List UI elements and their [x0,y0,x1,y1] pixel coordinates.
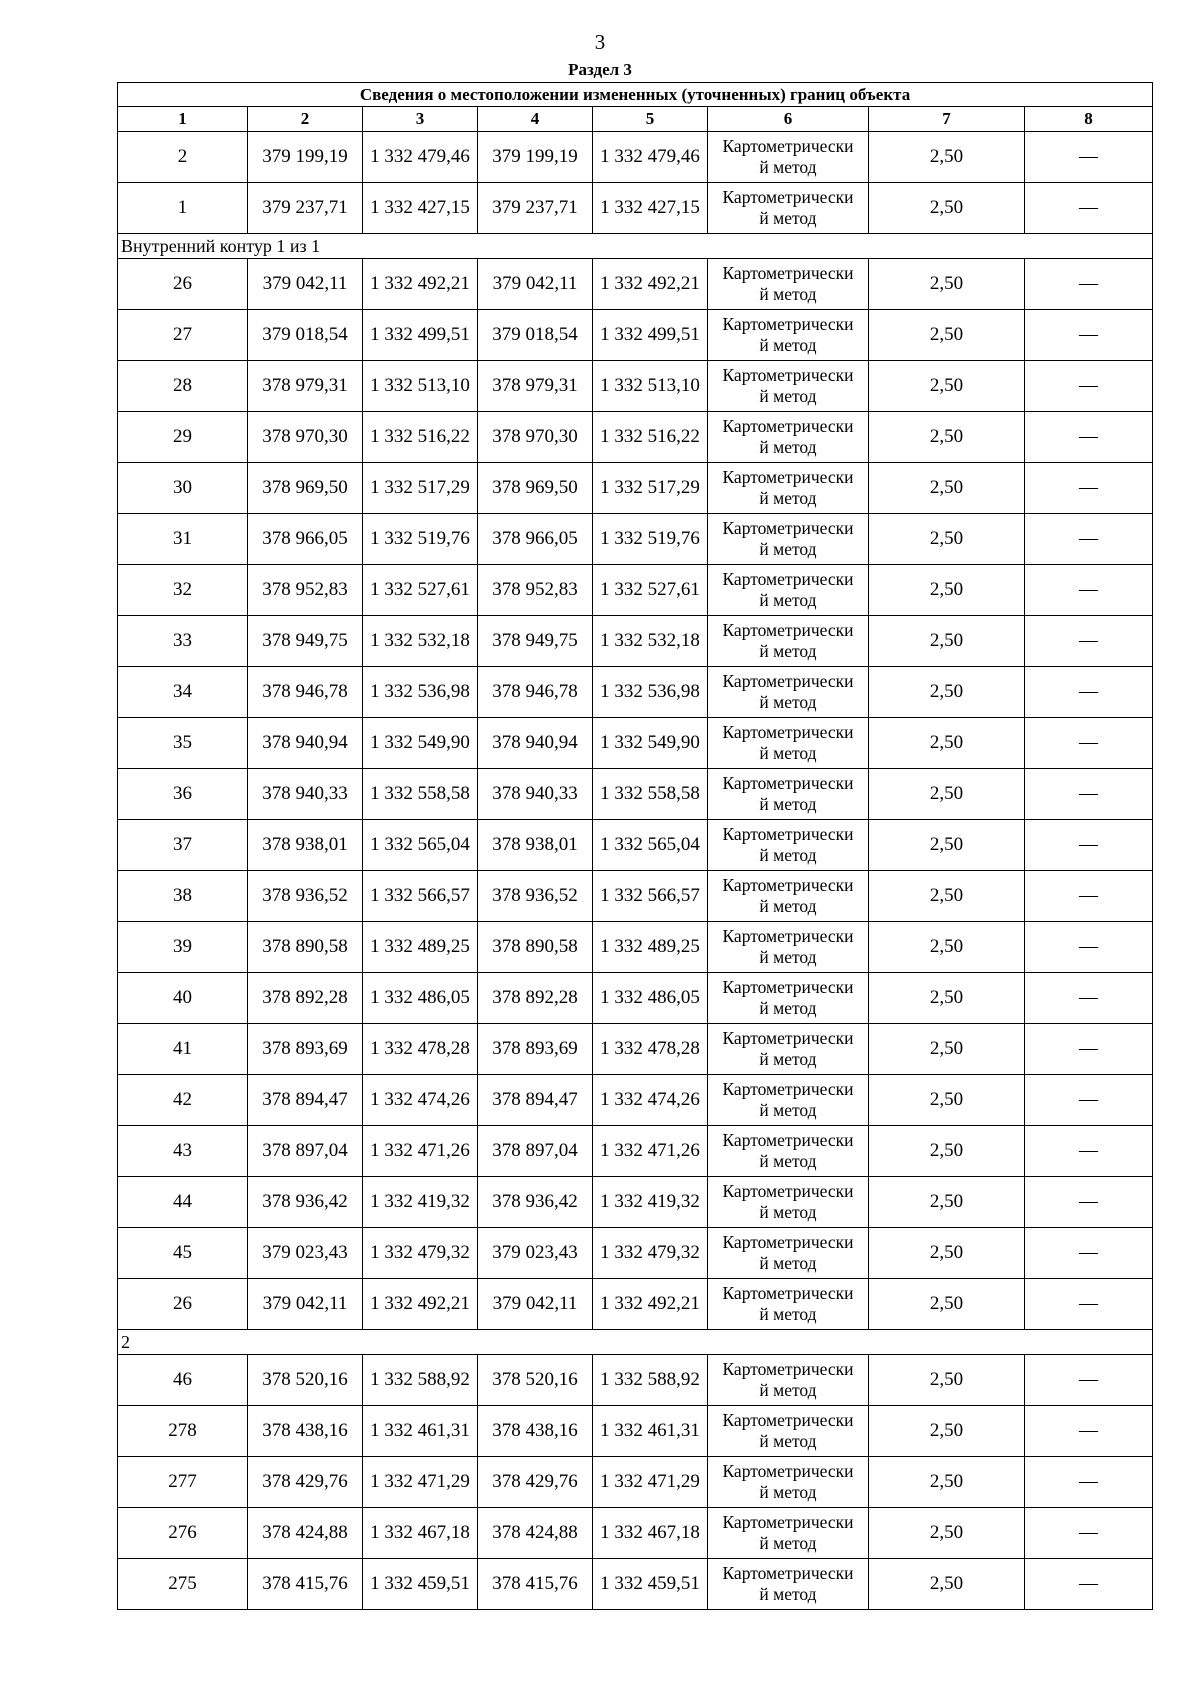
cell-col-6: Картометрически й метод [708,1508,869,1559]
cell-col-7: 2,50 [869,871,1025,922]
cell-col-8: — [1025,667,1153,718]
cell-col-5: 1 332 519,76 [593,514,708,565]
cell-col-6: Картометрически й метод [708,1559,869,1610]
cell-col-4: 378 946,78 [478,667,593,718]
cell-col-1: 36 [118,769,248,820]
boundary-coordinates-table [117,82,1153,1610]
cell-col-1: 278 [118,1406,248,1457]
column-header-4: 4 [478,107,593,132]
cell-col-6: Картометрически й метод [708,871,869,922]
cell-col-8: — [1025,922,1153,973]
cell-col-3: 1 332 478,28 [363,1024,478,1075]
cell-col-8: — [1025,412,1153,463]
column-header-row [118,107,1153,132]
cell-col-1: 276 [118,1508,248,1559]
table-row [118,973,1153,1024]
cell-col-4: 379 199,19 [478,132,593,183]
cell-col-7: 2,50 [869,1075,1025,1126]
cell-col-6: Картометрически й метод [708,1075,869,1126]
cell-col-6: Картометрически й метод [708,361,869,412]
contour-label: Внутренний контур 1 из 1 [118,234,1153,259]
cell-col-7: 2,50 [869,463,1025,514]
cell-col-3: 1 332 474,26 [363,1075,478,1126]
column-header-1: 1 [118,107,248,132]
cell-col-1: 277 [118,1457,248,1508]
cell-col-1: 43 [118,1126,248,1177]
cell-col-1: 31 [118,514,248,565]
cell-col-1: 275 [118,1559,248,1610]
cell-col-4: 379 042,11 [478,1279,593,1330]
cell-col-2: 378 520,16 [248,1355,363,1406]
cell-col-3: 1 332 588,92 [363,1355,478,1406]
cell-col-3: 1 332 479,32 [363,1228,478,1279]
cell-col-8: — [1025,132,1153,183]
cell-col-7: 2,50 [869,820,1025,871]
cell-col-6: Картометрически й метод [708,1126,869,1177]
table-row [118,1075,1153,1126]
cell-col-1: 35 [118,718,248,769]
cell-col-8: — [1025,514,1153,565]
cell-col-1: 45 [118,1228,248,1279]
cell-col-7: 2,50 [869,973,1025,1024]
cell-col-7: 2,50 [869,514,1025,565]
cell-col-2: 378 890,58 [248,922,363,973]
cell-col-2: 378 969,50 [248,463,363,514]
cell-col-2: 378 949,75 [248,616,363,667]
cell-col-7: 2,50 [869,769,1025,820]
cell-col-3: 1 332 536,98 [363,667,478,718]
cell-col-8: — [1025,718,1153,769]
table-row [118,1228,1153,1279]
cell-col-1: 32 [118,565,248,616]
cell-col-3: 1 332 419,32 [363,1177,478,1228]
cell-col-7: 2,50 [869,922,1025,973]
table-row [118,1024,1153,1075]
cell-col-2: 378 979,31 [248,361,363,412]
cell-col-7: 2,50 [869,132,1025,183]
cell-col-6: Картометрически й метод [708,132,869,183]
cell-col-2: 378 940,33 [248,769,363,820]
cell-col-5: 1 332 565,04 [593,820,708,871]
cell-col-6: Картометрически й метод [708,1228,869,1279]
cell-col-4: 378 970,30 [478,412,593,463]
cell-col-6: Картометрически й метод [708,769,869,820]
cell-col-7: 2,50 [869,412,1025,463]
cell-col-7: 2,50 [869,361,1025,412]
table-row [118,310,1153,361]
cell-col-1: 39 [118,922,248,973]
cell-col-5: 1 332 499,51 [593,310,708,361]
table-row [118,361,1153,412]
cell-col-4: 378 979,31 [478,361,593,412]
table-row [118,1406,1153,1457]
column-header-6: 6 [708,107,869,132]
cell-col-2: 378 415,76 [248,1559,363,1610]
table-row [118,1355,1153,1406]
cell-col-4: 378 952,83 [478,565,593,616]
cell-col-4: 378 969,50 [478,463,593,514]
table-row [118,820,1153,871]
cell-col-5: 1 332 536,98 [593,667,708,718]
cell-col-5: 1 332 427,15 [593,183,708,234]
table-row [118,769,1153,820]
section-title: Раздел 3 [568,60,632,79]
cell-col-4: 379 237,71 [478,183,593,234]
cell-col-1: 40 [118,973,248,1024]
table-row [118,412,1153,463]
column-header-3: 3 [363,107,478,132]
cell-col-8: — [1025,463,1153,514]
cell-col-4: 378 520,16 [478,1355,593,1406]
cell-col-4: 378 892,28 [478,973,593,1024]
cell-col-4: 378 940,33 [478,769,593,820]
cell-col-6: Картометрически й метод [708,667,869,718]
cell-col-4: 378 897,04 [478,1126,593,1177]
cell-col-8: — [1025,820,1153,871]
cell-col-7: 2,50 [869,310,1025,361]
cell-col-8: — [1025,1355,1153,1406]
cell-col-2: 378 894,47 [248,1075,363,1126]
cell-col-6: Картометрически й метод [708,514,869,565]
cell-col-7: 2,50 [869,1355,1025,1406]
cell-col-7: 2,50 [869,1508,1025,1559]
cell-col-8: — [1025,1559,1153,1610]
cell-col-7: 2,50 [869,1177,1025,1228]
cell-col-5: 1 332 566,57 [593,871,708,922]
cell-col-5: 1 332 479,46 [593,132,708,183]
cell-col-8: — [1025,183,1153,234]
cell-col-3: 1 332 486,05 [363,973,478,1024]
cell-col-4: 378 890,58 [478,922,593,973]
cell-col-1: 42 [118,1075,248,1126]
cell-col-4: 378 936,42 [478,1177,593,1228]
cell-col-6: Картометрически й метод [708,616,869,667]
contour-section-row [118,234,1153,259]
cell-col-3: 1 332 517,29 [363,463,478,514]
cell-col-3: 1 332 492,21 [363,1279,478,1330]
cell-col-5: 1 332 516,22 [593,412,708,463]
cell-col-2: 379 023,43 [248,1228,363,1279]
cell-col-4: 379 018,54 [478,310,593,361]
cell-col-4: 378 438,16 [478,1406,593,1457]
cell-col-8: — [1025,1024,1153,1075]
cell-col-5: 1 332 513,10 [593,361,708,412]
cell-col-5: 1 332 517,29 [593,463,708,514]
cell-col-1: 41 [118,1024,248,1075]
cell-col-8: — [1025,361,1153,412]
cell-col-4: 378 938,01 [478,820,593,871]
cell-col-5: 1 332 467,18 [593,1508,708,1559]
table-title: Сведения о местоположении измененных (уточненных) границ объекта [118,83,1153,107]
cell-col-6: Картометрически й метод [708,565,869,616]
cell-col-2: 378 938,01 [248,820,363,871]
cell-col-7: 2,50 [869,1024,1025,1075]
table-row [118,183,1153,234]
cell-col-6: Картометрически й метод [708,1279,869,1330]
cell-col-2: 378 897,04 [248,1126,363,1177]
cell-col-1: 29 [118,412,248,463]
cell-col-5: 1 332 471,26 [593,1126,708,1177]
cell-col-5: 1 332 492,21 [593,1279,708,1330]
column-header-5: 5 [593,107,708,132]
cell-col-6: Картометрически й метод [708,1457,869,1508]
cell-col-3: 1 332 558,58 [363,769,478,820]
cell-col-7: 2,50 [869,1406,1025,1457]
cell-col-2: 379 018,54 [248,310,363,361]
cell-col-3: 1 332 471,29 [363,1457,478,1508]
cell-col-2: 378 429,76 [248,1457,363,1508]
cell-col-3: 1 332 513,10 [363,361,478,412]
cell-col-8: — [1025,310,1153,361]
cell-col-3: 1 332 565,04 [363,820,478,871]
cell-col-7: 2,50 [869,667,1025,718]
table-row [118,1457,1153,1508]
contour-section-row [118,1330,1153,1355]
cell-col-3: 1 332 566,57 [363,871,478,922]
cell-col-5: 1 332 478,28 [593,1024,708,1075]
cell-col-6: Картометрически й метод [708,718,869,769]
cell-col-1: 33 [118,616,248,667]
cell-col-5: 1 332 471,29 [593,1457,708,1508]
cell-col-5: 1 332 486,05 [593,973,708,1024]
table-row [118,718,1153,769]
cell-col-2: 378 946,78 [248,667,363,718]
cell-col-1: 44 [118,1177,248,1228]
cell-col-2: 378 892,28 [248,973,363,1024]
table-row [118,463,1153,514]
cell-col-5: 1 332 588,92 [593,1355,708,1406]
page-number: 3 [594,30,606,54]
cell-col-3: 1 332 532,18 [363,616,478,667]
table-row [118,616,1153,667]
table-row [118,132,1153,183]
cell-col-7: 2,50 [869,1457,1025,1508]
cell-col-4: 378 424,88 [478,1508,593,1559]
cell-col-3: 1 332 492,21 [363,259,478,310]
table-row [118,514,1153,565]
column-header-8: 8 [1025,107,1153,132]
cell-col-5: 1 332 479,32 [593,1228,708,1279]
cell-col-3: 1 332 467,18 [363,1508,478,1559]
cell-col-3: 1 332 527,61 [363,565,478,616]
cell-col-1: 30 [118,463,248,514]
cell-col-2: 378 970,30 [248,412,363,463]
cell-col-4: 378 936,52 [478,871,593,922]
table-row [118,1126,1153,1177]
cell-col-2: 378 936,52 [248,871,363,922]
cell-col-8: — [1025,871,1153,922]
cell-col-1: 2 [118,132,248,183]
cell-col-7: 2,50 [869,1279,1025,1330]
cell-col-2: 378 936,42 [248,1177,363,1228]
cell-col-2: 378 438,16 [248,1406,363,1457]
cell-col-6: Картометрически й метод [708,1406,869,1457]
cell-col-3: 1 332 427,15 [363,183,478,234]
cell-col-7: 2,50 [869,1126,1025,1177]
cell-col-8: — [1025,1279,1153,1330]
column-header-7: 7 [869,107,1025,132]
cell-col-7: 2,50 [869,565,1025,616]
cell-col-7: 2,50 [869,1228,1025,1279]
cell-col-3: 1 332 516,22 [363,412,478,463]
cell-col-2: 378 424,88 [248,1508,363,1559]
cell-col-6: Картометрически й метод [708,183,869,234]
cell-col-3: 1 332 499,51 [363,310,478,361]
cell-col-1: 34 [118,667,248,718]
cell-col-4: 379 023,43 [478,1228,593,1279]
cell-col-8: — [1025,259,1153,310]
cell-col-5: 1 332 492,21 [593,259,708,310]
cell-col-1: 37 [118,820,248,871]
cell-col-3: 1 332 471,26 [363,1126,478,1177]
cell-col-4: 378 893,69 [478,1024,593,1075]
cell-col-1: 28 [118,361,248,412]
cell-col-4: 378 940,94 [478,718,593,769]
cell-col-2: 378 940,94 [248,718,363,769]
cell-col-2: 379 237,71 [248,183,363,234]
cell-col-6: Картометрически й метод [708,922,869,973]
table-body [118,132,1153,1610]
cell-col-3: 1 332 519,76 [363,514,478,565]
cell-col-8: — [1025,1457,1153,1508]
cell-col-3: 1 332 549,90 [363,718,478,769]
cell-col-5: 1 332 489,25 [593,922,708,973]
column-header-2: 2 [248,107,363,132]
cell-col-5: 1 332 532,18 [593,616,708,667]
cell-col-5: 1 332 459,51 [593,1559,708,1610]
cell-col-8: — [1025,973,1153,1024]
table-row [118,565,1153,616]
cell-col-6: Картометрически й метод [708,820,869,871]
cell-col-6: Картометрически й метод [708,259,869,310]
table-row [118,667,1153,718]
cell-col-2: 378 966,05 [248,514,363,565]
cell-col-7: 2,50 [869,616,1025,667]
cell-col-6: Картометрически й метод [708,973,869,1024]
cell-col-1: 38 [118,871,248,922]
cell-col-4: 378 415,76 [478,1559,593,1610]
cell-col-8: — [1025,1508,1153,1559]
cell-col-7: 2,50 [869,718,1025,769]
cell-col-5: 1 332 419,32 [593,1177,708,1228]
cell-col-4: 379 042,11 [478,259,593,310]
cell-col-2: 378 893,69 [248,1024,363,1075]
cell-col-2: 379 042,11 [248,1279,363,1330]
cell-col-5: 1 332 558,58 [593,769,708,820]
cell-col-7: 2,50 [869,1559,1025,1610]
cell-col-2: 379 042,11 [248,259,363,310]
cell-col-5: 1 332 461,31 [593,1406,708,1457]
cell-col-5: 1 332 549,90 [593,718,708,769]
cell-col-1: 26 [118,1279,248,1330]
cell-col-1: 46 [118,1355,248,1406]
cell-col-4: 378 894,47 [478,1075,593,1126]
cell-col-6: Картометрически й метод [708,412,869,463]
cell-col-4: 378 429,76 [478,1457,593,1508]
cell-col-4: 378 966,05 [478,514,593,565]
cell-col-2: 379 199,19 [248,132,363,183]
cell-col-3: 1 332 461,31 [363,1406,478,1457]
cell-col-6: Картометрически й метод [708,310,869,361]
cell-col-6: Картометрически й метод [708,1024,869,1075]
table-row [118,1508,1153,1559]
cell-col-2: 378 952,83 [248,565,363,616]
cell-col-8: — [1025,1126,1153,1177]
cell-col-3: 1 332 479,46 [363,132,478,183]
cell-col-8: — [1025,769,1153,820]
cell-col-5: 1 332 474,26 [593,1075,708,1126]
table-row [118,871,1153,922]
table-row [118,1559,1153,1610]
cell-col-4: 378 949,75 [478,616,593,667]
cell-col-1: 27 [118,310,248,361]
cell-col-1: 26 [118,259,248,310]
cell-col-8: — [1025,616,1153,667]
cell-col-8: — [1025,1228,1153,1279]
cell-col-8: — [1025,1406,1153,1457]
cell-col-8: — [1025,1075,1153,1126]
table-row [118,1177,1153,1228]
cell-col-7: 2,50 [869,183,1025,234]
cell-col-6: Картометрически й метод [708,463,869,514]
table-row [118,259,1153,310]
cell-col-6: Картометрически й метод [708,1177,869,1228]
cell-col-7: 2,50 [869,259,1025,310]
cell-col-1: 1 [118,183,248,234]
cell-col-5: 1 332 527,61 [593,565,708,616]
cell-col-8: — [1025,565,1153,616]
cell-col-3: 1 332 459,51 [363,1559,478,1610]
table-row [118,922,1153,973]
cell-col-8: — [1025,1177,1153,1228]
cell-col-3: 1 332 489,25 [363,922,478,973]
table-row [118,1279,1153,1330]
contour-label: 2 [118,1330,1153,1355]
cell-col-6: Картометрически й метод [708,1355,869,1406]
